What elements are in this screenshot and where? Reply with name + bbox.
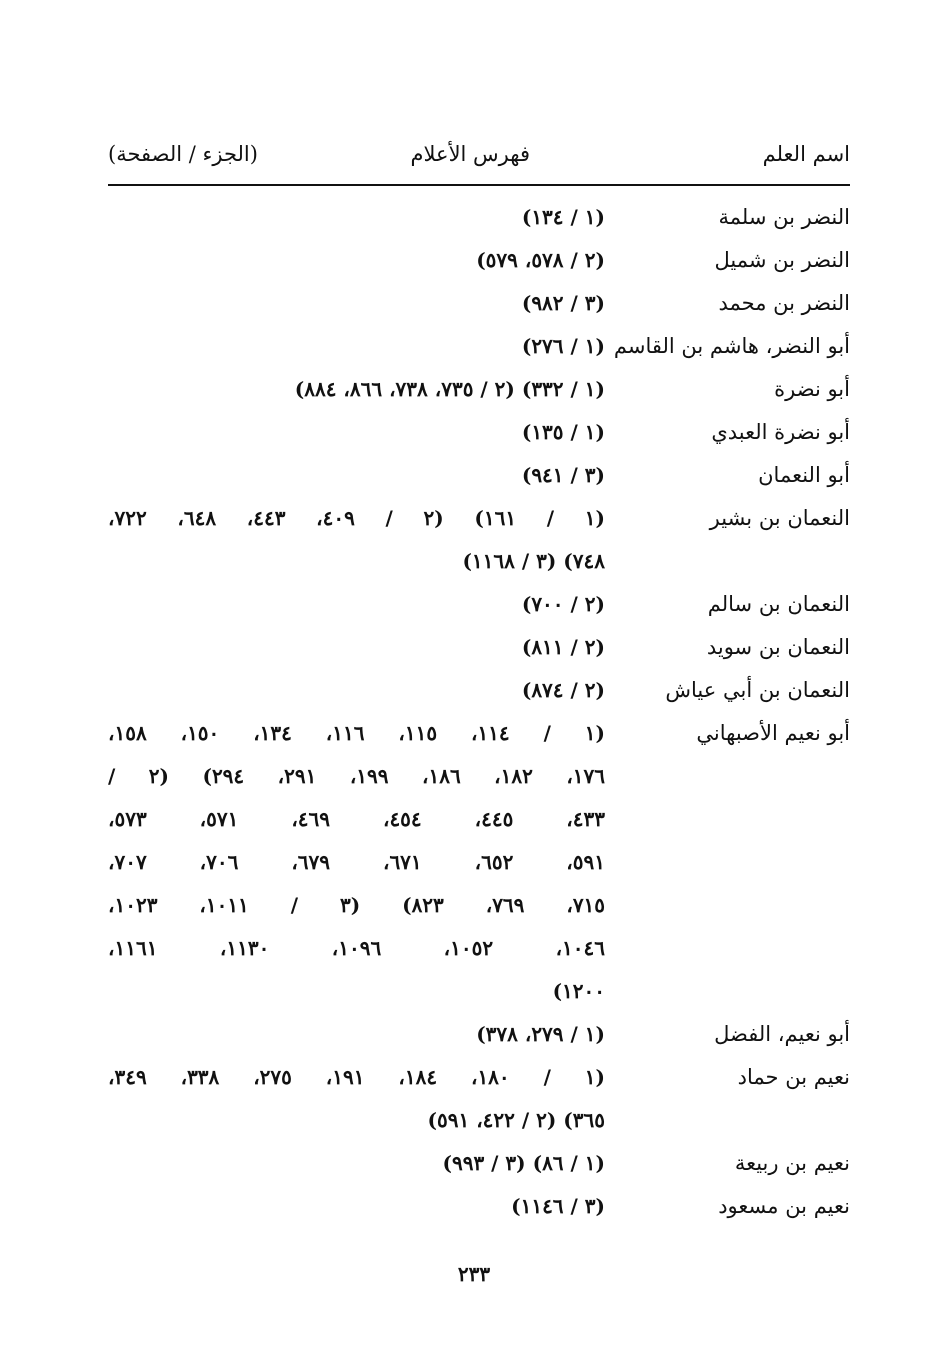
reference-line: ١٠٤٦، ١٠٥٢، ١٠٩٦، ١١٣٠، ١١٦١،	[108, 936, 605, 960]
index-entry	[108, 669, 850, 712]
index-entry	[108, 282, 850, 325]
reference-line: (١ / ١٣٤)	[521, 205, 605, 229]
reference-line: (١ / ١١٤، ١١٥، ١١٦، ١٣٤، ١٥٠، ١٥٨،	[108, 721, 605, 745]
entry-references	[108, 1185, 605, 1228]
entry-name: أبو نعيم الأصبهاني	[696, 721, 850, 745]
index-entry	[108, 239, 850, 282]
entry-references	[108, 239, 605, 282]
header-rule	[108, 184, 850, 186]
reference-line: (٣ / ٩٨٢)	[521, 291, 605, 315]
reference-line: (١ / ٢٧٦)	[521, 334, 605, 358]
entry-references	[108, 1056, 605, 1142]
index-entry	[108, 1185, 850, 1228]
reference-line: ١٢٠٠)	[552, 979, 605, 1003]
page-header	[108, 138, 850, 176]
reference-line: ٣٦٥) (٢ / ٤٢٢، ٥٩١)	[427, 1108, 605, 1132]
name-column-heading: اسم العلم	[762, 142, 850, 166]
entry-name: النضر بن سلمة	[718, 205, 850, 229]
reference-line: (١ / ١٨٠، ١٨٤، ١٩١، ٢٧٥، ٣٣٨، ٣٤٩،	[108, 1065, 605, 1089]
entry-name: النضر بن شميل	[714, 248, 850, 272]
index-entry	[108, 454, 850, 497]
entry-name: أبو النضر، هاشم بن القاسم	[613, 334, 850, 358]
entry-name: أبو النعمان	[758, 463, 850, 487]
entry-references	[108, 282, 605, 325]
index-entry	[108, 368, 850, 411]
reference-line: ٥٩١، ٦٥٢، ٦٧١، ٦٧٩، ٧٠٦، ٧٠٧،	[108, 850, 605, 874]
reference-line: (١ / ٣٣٢) (٢ / ٧٣٥، ٧٣٨، ٨٦٦، ٨٨٤)	[294, 377, 605, 401]
reference-line: (٣ / ١١٤٦)	[511, 1194, 605, 1218]
index-entry	[108, 497, 850, 583]
page-number: ٢٣٣	[457, 1262, 491, 1286]
entry-references	[108, 325, 605, 368]
entry-references	[108, 669, 605, 712]
entry-name: النعمان بن بشير	[709, 506, 850, 530]
entry-name: النعمان بن سويد	[706, 635, 850, 659]
entry-name: نعيم بن مسعود	[718, 1194, 850, 1218]
entry-name: النعمان بن سالم	[707, 592, 850, 616]
entry-references	[108, 1142, 605, 1185]
entry-name: نعيم بن حماد	[737, 1065, 850, 1089]
reference-line: (١ / ١٣٥)	[521, 420, 605, 444]
index-entry	[108, 712, 850, 1013]
index-entry	[108, 1142, 850, 1185]
entry-references	[108, 454, 605, 497]
entry-references	[108, 712, 605, 1013]
index-entry	[108, 411, 850, 454]
index-entry	[108, 196, 850, 239]
page-title: فهرس الأعلام	[410, 142, 530, 166]
entry-name: أبو نضرة العبدي	[711, 420, 850, 444]
reference-line: (١ / ٨٦) (٣ / ٩٩٣)	[442, 1151, 605, 1175]
index-entry	[108, 583, 850, 626]
reference-line: (٢ / ٥٧٨، ٥٧٩)	[476, 248, 605, 272]
entry-name: نعيم بن ربيعة	[734, 1151, 850, 1175]
pages-column-heading: (الجزء / الصفحة)	[108, 142, 258, 166]
reference-line: (٢ / ٨٧٤)	[521, 678, 605, 702]
entry-name: أبو نضرة	[774, 377, 850, 401]
entry-references	[108, 583, 605, 626]
reference-line: (٢ / ٨١١)	[521, 635, 605, 659]
entry-references	[108, 196, 605, 239]
reference-line: (٣ / ٩٤١)	[521, 463, 605, 487]
index-entry	[108, 626, 850, 669]
entry-references	[108, 368, 605, 411]
entry-name: النضر بن محمد	[718, 291, 850, 315]
entry-references	[108, 1013, 605, 1056]
reference-line: ١٧٦، ١٨٢، ١٨٦، ١٩٩، ٢٩١، ٢٩٤) (٢ /	[108, 764, 606, 788]
reference-line: ٧٤٨) (٣ / ١١٦٨)	[462, 549, 605, 573]
index-entry	[108, 1013, 850, 1056]
reference-line: ٤٣٣، ٤٤٥، ٤٥٤، ٤٦٩، ٥٧١، ٥٧٣،	[108, 807, 605, 831]
reference-line: (٢ / ٧٠٠)	[521, 592, 605, 616]
entry-references	[108, 497, 605, 583]
entry-references	[108, 411, 605, 454]
index-entries	[108, 196, 850, 1228]
reference-line: ٧١٥، ٧٦٩، ٨٢٣) (٣ / ١٠١١، ١٠٢٣،	[108, 893, 606, 917]
entry-name: أبو نعيم، الفضل	[714, 1022, 850, 1046]
reference-line: (١ / ١٦١) (٢ / ٤٠٩، ٤٤٣، ٦٤٨، ٧٢٢،	[108, 506, 605, 530]
reference-line: (١ / ٢٧٩، ٣٧٨)	[476, 1022, 605, 1046]
entry-references	[108, 626, 605, 669]
index-entry	[108, 325, 850, 368]
entry-name: النعمان بن أبي عياش	[665, 678, 850, 702]
index-entry	[108, 1056, 850, 1142]
